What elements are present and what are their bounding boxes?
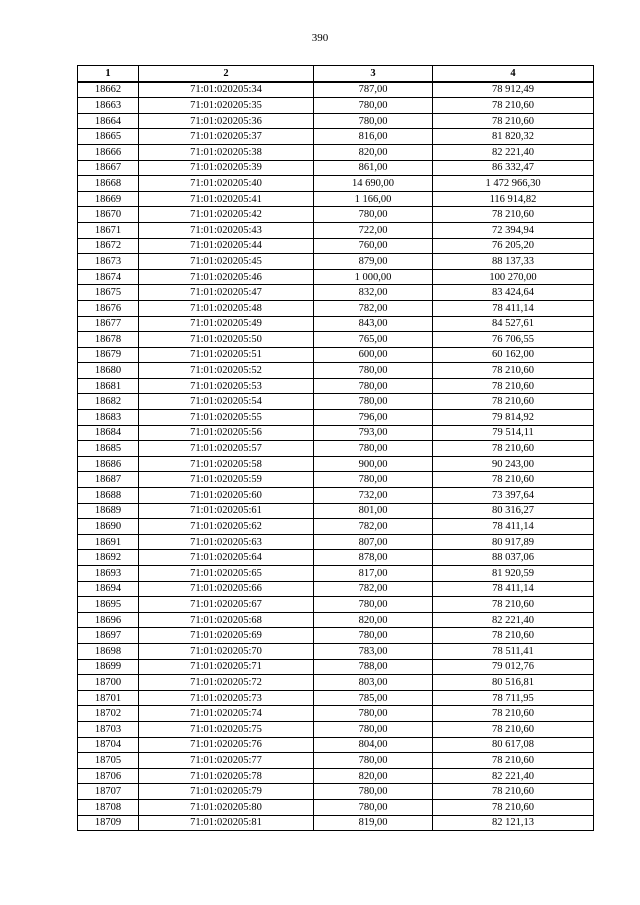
cadastral-number-cell: 71:01:020205:40: [139, 176, 314, 192]
value-cell: 72 394,94: [433, 222, 594, 238]
cadastral-number-cell: 71:01:020205:65: [139, 566, 314, 582]
row-number-cell: 18698: [78, 643, 139, 659]
area-cell: 780,00: [314, 113, 433, 129]
row-number-cell: 18667: [78, 160, 139, 176]
area-cell: 843,00: [314, 316, 433, 332]
value-cell: 80 917,89: [433, 534, 594, 550]
table-row: [78, 269, 594, 285]
row-number-cell: 18673: [78, 254, 139, 270]
table-row: [78, 550, 594, 566]
table-row: [78, 675, 594, 691]
row-number-cell: 18707: [78, 784, 139, 800]
value-cell: 82 221,40: [433, 144, 594, 160]
table-row: [78, 332, 594, 348]
value-cell: 78 210,60: [433, 207, 594, 223]
value-cell: 78 210,60: [433, 628, 594, 644]
value-cell: 81 920,59: [433, 566, 594, 582]
table-row: [78, 737, 594, 753]
cadastral-number-cell: 71:01:020205:72: [139, 675, 314, 691]
row-number-cell: 18706: [78, 768, 139, 784]
cadastral-number-cell: 71:01:020205:62: [139, 519, 314, 535]
row-number-cell: 18696: [78, 612, 139, 628]
row-number-cell: 18676: [78, 300, 139, 316]
cadastral-number-cell: 71:01:020205:45: [139, 254, 314, 270]
area-cell: 796,00: [314, 410, 433, 426]
page-number: 390: [311, 32, 329, 44]
area-cell: 782,00: [314, 581, 433, 597]
value-cell: 78 210,60: [433, 597, 594, 613]
cadastral-number-cell: 71:01:020205:51: [139, 347, 314, 363]
table-row: [78, 753, 594, 769]
cadastral-number-cell: 71:01:020205:81: [139, 815, 314, 831]
value-cell: 116 914,82: [433, 191, 594, 207]
area-cell: 832,00: [314, 285, 433, 301]
cadastral-number-cell: 71:01:020205:66: [139, 581, 314, 597]
value-cell: 78 210,60: [433, 472, 594, 488]
row-number-cell: 18679: [78, 347, 139, 363]
cadastral-number-cell: 71:01:020205:43: [139, 222, 314, 238]
table-row: [78, 643, 594, 659]
cadastral-number-cell: 71:01:020205:80: [139, 799, 314, 815]
table-row: [78, 425, 594, 441]
value-cell: 76 205,20: [433, 238, 594, 254]
cadastral-number-cell: 71:01:020205:39: [139, 160, 314, 176]
cadastral-number-cell: 71:01:020205:54: [139, 394, 314, 410]
cadastral-number-cell: 71:01:020205:73: [139, 690, 314, 706]
value-cell: 78 411,14: [433, 519, 594, 535]
cadastral-number-cell: 71:01:020205:75: [139, 721, 314, 737]
table-row: [78, 238, 594, 254]
value-cell: 78 210,60: [433, 378, 594, 394]
row-number-cell: 18692: [78, 550, 139, 566]
value-cell: 100 270,00: [433, 269, 594, 285]
row-number-cell: 18675: [78, 285, 139, 301]
cadastral-number-cell: 71:01:020205:58: [139, 456, 314, 472]
table-row: [78, 503, 594, 519]
row-number-cell: 18672: [78, 238, 139, 254]
registry-table: [77, 65, 594, 831]
row-number-cell: 18670: [78, 207, 139, 223]
area-cell: 780,00: [314, 378, 433, 394]
row-number-cell: 18708: [78, 799, 139, 815]
cadastral-number-cell: 71:01:020205:56: [139, 425, 314, 441]
cadastral-number-cell: 71:01:020205:61: [139, 503, 314, 519]
row-number-cell: 18674: [78, 269, 139, 285]
table-row: [78, 721, 594, 737]
value-cell: 78 210,60: [433, 784, 594, 800]
value-cell: 88 037,06: [433, 550, 594, 566]
row-number-cell: 18701: [78, 690, 139, 706]
area-cell: 782,00: [314, 519, 433, 535]
area-cell: 783,00: [314, 643, 433, 659]
value-cell: 78 411,14: [433, 300, 594, 316]
area-cell: 801,00: [314, 503, 433, 519]
row-number-cell: 18684: [78, 425, 139, 441]
row-number-cell: 18678: [78, 332, 139, 348]
area-cell: 780,00: [314, 628, 433, 644]
row-number-cell: 18662: [78, 82, 139, 98]
table-row: [78, 519, 594, 535]
row-number-cell: 18694: [78, 581, 139, 597]
cadastral-number-cell: 71:01:020205:37: [139, 129, 314, 145]
area-cell: 732,00: [314, 488, 433, 504]
area-cell: 765,00: [314, 332, 433, 348]
column-header-3: 3: [314, 66, 433, 82]
value-cell: 79 814,92: [433, 410, 594, 426]
area-cell: 780,00: [314, 799, 433, 815]
row-number-cell: 18688: [78, 488, 139, 504]
column-header-2: 2: [139, 66, 314, 82]
table-row: [78, 597, 594, 613]
table-body: [78, 82, 594, 831]
table-row: [78, 191, 594, 207]
table-row: [78, 768, 594, 784]
area-cell: 820,00: [314, 144, 433, 160]
row-number-cell: 18691: [78, 534, 139, 550]
area-cell: 760,00: [314, 238, 433, 254]
cadastral-number-cell: 71:01:020205:59: [139, 472, 314, 488]
table-row: [78, 222, 594, 238]
area-cell: 14 690,00: [314, 176, 433, 192]
row-number-cell: 18703: [78, 721, 139, 737]
value-cell: 78 210,60: [433, 753, 594, 769]
row-number-cell: 18663: [78, 98, 139, 114]
cadastral-number-cell: 71:01:020205:70: [139, 643, 314, 659]
value-cell: 78 210,60: [433, 799, 594, 815]
table-row: [78, 129, 594, 145]
area-cell: 780,00: [314, 98, 433, 114]
area-cell: 780,00: [314, 753, 433, 769]
value-cell: 79 012,76: [433, 659, 594, 675]
row-number-cell: 18682: [78, 394, 139, 410]
cadastral-number-cell: 71:01:020205:77: [139, 753, 314, 769]
value-cell: 76 706,55: [433, 332, 594, 348]
value-cell: 80 516,81: [433, 675, 594, 691]
value-cell: 78 210,60: [433, 394, 594, 410]
value-cell: 80 316,27: [433, 503, 594, 519]
value-cell: 84 527,61: [433, 316, 594, 332]
value-cell: 82 221,40: [433, 768, 594, 784]
area-cell: 807,00: [314, 534, 433, 550]
cadastral-number-cell: 71:01:020205:48: [139, 300, 314, 316]
value-cell: 81 820,32: [433, 129, 594, 145]
area-cell: 780,00: [314, 363, 433, 379]
table-row: [78, 784, 594, 800]
area-cell: 816,00: [314, 129, 433, 145]
cadastral-number-cell: 71:01:020205:53: [139, 378, 314, 394]
cadastral-number-cell: 71:01:020205:44: [139, 238, 314, 254]
table-row: [78, 706, 594, 722]
value-cell: 78 912,49: [433, 82, 594, 98]
column-header-4: 4: [433, 66, 594, 82]
value-cell: 78 511,41: [433, 643, 594, 659]
row-number-cell: 18693: [78, 566, 139, 582]
area-cell: 1 000,00: [314, 269, 433, 285]
cadastral-number-cell: 71:01:020205:41: [139, 191, 314, 207]
area-cell: 819,00: [314, 815, 433, 831]
value-cell: 78 210,60: [433, 113, 594, 129]
cadastral-number-cell: 71:01:020205:67: [139, 597, 314, 613]
cadastral-number-cell: 71:01:020205:38: [139, 144, 314, 160]
value-cell: 80 617,08: [433, 737, 594, 753]
cadastral-number-cell: 71:01:020205:50: [139, 332, 314, 348]
row-number-cell: 18690: [78, 519, 139, 535]
table-row: [78, 690, 594, 706]
area-cell: 879,00: [314, 254, 433, 270]
area-cell: 780,00: [314, 721, 433, 737]
value-cell: 90 243,00: [433, 456, 594, 472]
cadastral-number-cell: 71:01:020205:34: [139, 82, 314, 98]
area-cell: 861,00: [314, 160, 433, 176]
cadastral-number-cell: 71:01:020205:55: [139, 410, 314, 426]
row-number-cell: 18685: [78, 441, 139, 457]
row-number-cell: 18677: [78, 316, 139, 332]
cadastral-number-cell: 71:01:020205:35: [139, 98, 314, 114]
table-row: [78, 659, 594, 675]
cadastral-number-cell: 71:01:020205:69: [139, 628, 314, 644]
area-cell: 878,00: [314, 550, 433, 566]
cadastral-number-cell: 71:01:020205:47: [139, 285, 314, 301]
cadastral-number-cell: 71:01:020205:36: [139, 113, 314, 129]
table-header-row: [78, 66, 594, 82]
row-number-cell: 18671: [78, 222, 139, 238]
cadastral-number-cell: 71:01:020205:78: [139, 768, 314, 784]
row-number-cell: 18700: [78, 675, 139, 691]
cadastral-number-cell: 71:01:020205:49: [139, 316, 314, 332]
cadastral-number-cell: 71:01:020205:68: [139, 612, 314, 628]
row-number-cell: 18669: [78, 191, 139, 207]
table-row: [78, 441, 594, 457]
table-row: [78, 628, 594, 644]
area-cell: 780,00: [314, 784, 433, 800]
value-cell: 60 162,00: [433, 347, 594, 363]
table-row: [78, 612, 594, 628]
table-row: [78, 144, 594, 160]
value-cell: 86 332,47: [433, 160, 594, 176]
table-row: [78, 566, 594, 582]
area-cell: 780,00: [314, 207, 433, 223]
cadastral-number-cell: 71:01:020205:52: [139, 363, 314, 379]
cadastral-number-cell: 71:01:020205:42: [139, 207, 314, 223]
area-cell: 787,00: [314, 82, 433, 98]
area-cell: 803,00: [314, 675, 433, 691]
area-cell: 780,00: [314, 441, 433, 457]
area-cell: 782,00: [314, 300, 433, 316]
table-row: [78, 534, 594, 550]
row-number-cell: 18705: [78, 753, 139, 769]
row-number-cell: 18695: [78, 597, 139, 613]
table-row: [78, 207, 594, 223]
value-cell: 88 137,33: [433, 254, 594, 270]
value-cell: 1 472 966,30: [433, 176, 594, 192]
area-cell: 785,00: [314, 690, 433, 706]
row-number-cell: 18683: [78, 410, 139, 426]
table-row: [78, 799, 594, 815]
table-row: [78, 160, 594, 176]
cadastral-number-cell: 71:01:020205:76: [139, 737, 314, 753]
table-row: [78, 472, 594, 488]
row-number-cell: 18686: [78, 456, 139, 472]
area-cell: 780,00: [314, 472, 433, 488]
area-cell: 788,00: [314, 659, 433, 675]
row-number-cell: 18697: [78, 628, 139, 644]
value-cell: 73 397,64: [433, 488, 594, 504]
cadastral-number-cell: 71:01:020205:63: [139, 534, 314, 550]
row-number-cell: 18709: [78, 815, 139, 831]
cadastral-number-cell: 71:01:020205:71: [139, 659, 314, 675]
cadastral-number-cell: 71:01:020205:46: [139, 269, 314, 285]
table-row: [78, 456, 594, 472]
value-cell: 78 711,95: [433, 690, 594, 706]
table-row: [78, 254, 594, 270]
value-cell: 78 210,60: [433, 363, 594, 379]
table-row: [78, 581, 594, 597]
cadastral-number-cell: 71:01:020205:60: [139, 488, 314, 504]
value-cell: 79 514,11: [433, 425, 594, 441]
area-cell: 820,00: [314, 612, 433, 628]
value-cell: 78 210,60: [433, 706, 594, 722]
row-number-cell: 18668: [78, 176, 139, 192]
value-cell: 82 121,13: [433, 815, 594, 831]
value-cell: 78 210,60: [433, 441, 594, 457]
table-row: [78, 113, 594, 129]
table-row: [78, 363, 594, 379]
area-cell: 820,00: [314, 768, 433, 784]
row-number-cell: 18704: [78, 737, 139, 753]
table-row: [78, 316, 594, 332]
table-row: [78, 98, 594, 114]
area-cell: 1 166,00: [314, 191, 433, 207]
area-cell: 780,00: [314, 706, 433, 722]
cadastral-number-cell: 71:01:020205:79: [139, 784, 314, 800]
value-cell: 78 210,60: [433, 721, 594, 737]
cadastral-number-cell: 71:01:020205:57: [139, 441, 314, 457]
area-cell: 722,00: [314, 222, 433, 238]
cadastral-number-cell: 71:01:020205:64: [139, 550, 314, 566]
table-row: [78, 347, 594, 363]
row-number-cell: 18702: [78, 706, 139, 722]
row-number-cell: 18680: [78, 363, 139, 379]
table-row: [78, 394, 594, 410]
row-number-cell: 18664: [78, 113, 139, 129]
table-row: [78, 300, 594, 316]
area-cell: 793,00: [314, 425, 433, 441]
row-number-cell: 18665: [78, 129, 139, 145]
value-cell: 82 221,40: [433, 612, 594, 628]
cadastral-number-cell: 71:01:020205:74: [139, 706, 314, 722]
table-row: [78, 488, 594, 504]
table-row: [78, 285, 594, 301]
table-row: [78, 410, 594, 426]
row-number-cell: 18699: [78, 659, 139, 675]
table-row: [78, 82, 594, 98]
row-number-cell: 18687: [78, 472, 139, 488]
value-cell: 78 411,14: [433, 581, 594, 597]
table-row: [78, 815, 594, 831]
area-cell: 780,00: [314, 597, 433, 613]
table-row: [78, 378, 594, 394]
area-cell: 817,00: [314, 566, 433, 582]
column-header-1: 1: [78, 66, 139, 82]
row-number-cell: 18666: [78, 144, 139, 160]
area-cell: 804,00: [314, 737, 433, 753]
row-number-cell: 18689: [78, 503, 139, 519]
area-cell: 900,00: [314, 456, 433, 472]
table-row: [78, 176, 594, 192]
row-number-cell: 18681: [78, 378, 139, 394]
value-cell: 83 424,64: [433, 285, 594, 301]
area-cell: 780,00: [314, 394, 433, 410]
area-cell: 600,00: [314, 347, 433, 363]
value-cell: 78 210,60: [433, 98, 594, 114]
